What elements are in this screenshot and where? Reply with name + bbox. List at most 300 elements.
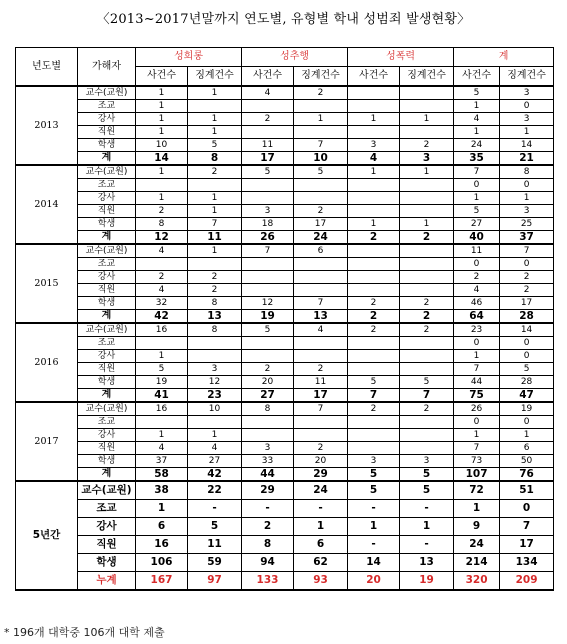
value-cell: 2 — [136, 271, 188, 284]
value-cell: 24 — [294, 481, 348, 500]
value-cell: 0 — [454, 416, 500, 429]
table-row — [16, 113, 554, 126]
value-cell: 11 — [454, 244, 500, 258]
table-row — [16, 402, 554, 416]
value-cell: 5 — [348, 376, 400, 389]
value-cell — [294, 284, 348, 297]
value-cell: 1 — [188, 192, 242, 205]
value-cell — [136, 179, 188, 192]
value-cell — [400, 244, 454, 258]
value-cell: 5 — [454, 86, 500, 100]
perpetrator-cell: 직원 — [78, 536, 136, 554]
value-cell: 5 — [348, 481, 400, 500]
header-sub: 징계건수 — [188, 67, 242, 87]
value-cell: 3 — [400, 455, 454, 468]
table-row — [16, 363, 554, 376]
value-cell: 7 — [348, 389, 400, 403]
value-cell: 41 — [136, 389, 188, 403]
value-cell: 3 — [500, 205, 554, 218]
value-cell: 3 — [348, 455, 400, 468]
value-cell: 2 — [400, 402, 454, 416]
value-cell: 8 — [242, 536, 294, 554]
table-row — [16, 231, 554, 245]
perpetrator-cell: 교수(교원) — [78, 402, 136, 416]
value-cell — [348, 442, 400, 455]
value-cell — [242, 350, 294, 363]
value-cell: 58 — [136, 468, 188, 482]
perpetrator-cell: 조교 — [78, 337, 136, 350]
value-cell: 12 — [188, 376, 242, 389]
table-row — [16, 192, 554, 205]
value-cell: 17 — [500, 297, 554, 310]
perpetrator-cell: 교수(교원) — [78, 165, 136, 179]
value-cell — [348, 126, 400, 139]
value-cell — [136, 337, 188, 350]
table-row — [16, 179, 554, 192]
perpetrator-cell: 계 — [78, 152, 136, 166]
table-row — [16, 86, 554, 100]
value-cell: 2 — [454, 271, 500, 284]
perpetrator-cell: 강사 — [78, 350, 136, 363]
value-cell: 0 — [500, 500, 554, 518]
value-cell: 59 — [188, 554, 242, 572]
value-cell — [348, 205, 400, 218]
perpetrator-cell: 조교 — [78, 258, 136, 271]
value-cell: 72 — [454, 481, 500, 500]
value-cell: 4 — [454, 284, 500, 297]
value-cell: 17 — [294, 389, 348, 403]
value-cell: 2 — [400, 297, 454, 310]
value-cell: 1 — [400, 518, 454, 536]
value-cell: 42 — [136, 310, 188, 324]
perpetrator-cell: 계 — [78, 468, 136, 482]
value-cell: - — [294, 500, 348, 518]
value-cell: 9 — [454, 518, 500, 536]
table-row — [16, 389, 554, 403]
perpetrator-cell: 조교 — [78, 416, 136, 429]
value-cell — [242, 192, 294, 205]
table-row — [16, 100, 554, 113]
value-cell: 134 — [500, 554, 554, 572]
table-row — [16, 455, 554, 468]
perpetrator-cell: 조교 — [78, 500, 136, 518]
value-cell: 2 — [294, 442, 348, 455]
value-cell: 19 — [136, 376, 188, 389]
value-cell: 1 — [136, 429, 188, 442]
value-cell: 5 — [136, 363, 188, 376]
value-cell — [188, 179, 242, 192]
value-cell: 5 — [454, 205, 500, 218]
table-row — [16, 500, 554, 518]
year-cell: 2015 — [16, 244, 78, 323]
value-cell: 16 — [136, 536, 188, 554]
value-cell: 2 — [348, 402, 400, 416]
table-row — [16, 152, 554, 166]
value-cell — [348, 416, 400, 429]
value-cell: 5 — [294, 165, 348, 179]
value-cell — [188, 258, 242, 271]
value-cell: 1 — [188, 429, 242, 442]
value-cell: 1 — [136, 165, 188, 179]
value-cell: 2 — [242, 113, 294, 126]
value-cell: 6 — [500, 442, 554, 455]
value-cell: 0 — [500, 179, 554, 192]
value-cell: 16 — [136, 323, 188, 337]
value-cell — [348, 244, 400, 258]
value-cell: 5 — [400, 481, 454, 500]
year-cell: 2016 — [16, 323, 78, 402]
value-cell — [348, 337, 400, 350]
value-cell: 29 — [242, 481, 294, 500]
value-cell: 0 — [500, 350, 554, 363]
table-row — [16, 350, 554, 363]
value-cell: 2 — [348, 297, 400, 310]
value-cell: 16 — [136, 402, 188, 416]
perpetrator-cell: 학생 — [78, 554, 136, 572]
value-cell: 1 — [400, 165, 454, 179]
crime-statistics-table — [15, 47, 554, 591]
value-cell: 2 — [500, 284, 554, 297]
value-cell: - — [188, 500, 242, 518]
value-cell: 4 — [136, 244, 188, 258]
table-row — [16, 481, 554, 500]
value-cell — [242, 416, 294, 429]
value-cell: 8 — [136, 218, 188, 231]
value-cell: 2 — [294, 86, 348, 100]
value-cell: 2 — [294, 363, 348, 376]
value-cell: 97 — [188, 572, 242, 591]
value-cell: 8 — [188, 152, 242, 166]
value-cell: 1 — [500, 126, 554, 139]
value-cell: 12 — [136, 231, 188, 245]
value-cell: 7 — [400, 389, 454, 403]
value-cell: 1 — [348, 165, 400, 179]
value-cell: 106 — [136, 554, 188, 572]
header-sub: 징계건수 — [500, 67, 554, 87]
value-cell: 209 — [500, 572, 554, 591]
value-cell — [136, 258, 188, 271]
value-cell: 13 — [188, 310, 242, 324]
value-cell — [294, 100, 348, 113]
value-cell: 2 — [242, 518, 294, 536]
value-cell: 35 — [454, 152, 500, 166]
value-cell: 6 — [294, 244, 348, 258]
value-cell — [294, 192, 348, 205]
value-cell: 5 — [242, 165, 294, 179]
value-cell: 1 — [136, 192, 188, 205]
table-row — [16, 572, 554, 591]
perpetrator-cell: 직원 — [78, 284, 136, 297]
value-cell: 20 — [294, 455, 348, 468]
value-cell — [188, 100, 242, 113]
value-cell: 7 — [188, 218, 242, 231]
value-cell: 27 — [454, 218, 500, 231]
value-cell: 7 — [500, 518, 554, 536]
perpetrator-cell: 교수(교원) — [78, 323, 136, 337]
perpetrator-cell: 계 — [78, 310, 136, 324]
header-category-molestation: 성추행 — [242, 48, 348, 67]
value-cell: 1 — [136, 126, 188, 139]
value-cell: 2 — [294, 205, 348, 218]
value-cell — [400, 363, 454, 376]
header-sub: 사건수 — [242, 67, 294, 87]
table-row — [16, 165, 554, 179]
value-cell: 94 — [242, 554, 294, 572]
value-cell: 0 — [454, 258, 500, 271]
value-cell: 1 — [136, 113, 188, 126]
value-cell — [294, 126, 348, 139]
value-cell: 1 — [188, 205, 242, 218]
value-cell: 19 — [242, 310, 294, 324]
value-cell — [400, 416, 454, 429]
table-row — [16, 139, 554, 152]
table-body — [16, 86, 554, 590]
value-cell: 64 — [454, 310, 500, 324]
footnote: * 196개 대학중 106개 대학 제출 — [4, 626, 165, 639]
perpetrator-cell: 직원 — [78, 205, 136, 218]
value-cell: 10 — [136, 139, 188, 152]
value-cell: 2 — [242, 363, 294, 376]
value-cell: 7 — [454, 165, 500, 179]
value-cell: 6 — [294, 536, 348, 554]
perpetrator-cell: 학생 — [78, 376, 136, 389]
table-row — [16, 126, 554, 139]
value-cell: 4 — [242, 86, 294, 100]
value-cell: 26 — [454, 402, 500, 416]
value-cell — [294, 271, 348, 284]
value-cell: 1 — [500, 192, 554, 205]
value-cell: 1 — [454, 192, 500, 205]
value-cell: 1 — [188, 113, 242, 126]
value-cell: 2 — [136, 205, 188, 218]
value-cell — [400, 126, 454, 139]
table-row — [16, 518, 554, 536]
table-row — [16, 271, 554, 284]
value-cell: 2 — [348, 310, 400, 324]
value-cell: 1 — [136, 86, 188, 100]
value-cell — [348, 86, 400, 100]
value-cell: 10 — [188, 402, 242, 416]
table-row — [16, 218, 554, 231]
value-cell — [242, 179, 294, 192]
value-cell: 24 — [454, 139, 500, 152]
perpetrator-cell: 직원 — [78, 126, 136, 139]
value-cell: 5 — [188, 518, 242, 536]
perpetrator-cell: 누계 — [78, 572, 136, 591]
year-cell: 2017 — [16, 402, 78, 481]
value-cell: 44 — [454, 376, 500, 389]
value-cell — [294, 429, 348, 442]
value-cell: - — [400, 536, 454, 554]
value-cell: 51 — [500, 481, 554, 500]
value-cell: 7 — [294, 139, 348, 152]
value-cell — [400, 350, 454, 363]
value-cell: 0 — [454, 337, 500, 350]
value-cell: 7 — [454, 363, 500, 376]
value-cell: 3 — [188, 363, 242, 376]
value-cell: 2 — [400, 310, 454, 324]
value-cell — [400, 429, 454, 442]
value-cell: 19 — [500, 402, 554, 416]
value-cell: 4 — [136, 284, 188, 297]
value-cell: 20 — [242, 376, 294, 389]
value-cell — [294, 179, 348, 192]
value-cell — [348, 350, 400, 363]
value-cell — [400, 337, 454, 350]
value-cell: 2 — [188, 165, 242, 179]
perpetrator-cell: 직원 — [78, 363, 136, 376]
perpetrator-cell: 직원 — [78, 442, 136, 455]
value-cell: 320 — [454, 572, 500, 591]
value-cell: - — [242, 500, 294, 518]
perpetrator-cell: 강사 — [78, 518, 136, 536]
value-cell: 214 — [454, 554, 500, 572]
value-cell: 26 — [242, 231, 294, 245]
value-cell: 17 — [242, 152, 294, 166]
value-cell: 14 — [136, 152, 188, 166]
table-row — [16, 429, 554, 442]
year-cell: 2013 — [16, 86, 78, 165]
value-cell: 13 — [294, 310, 348, 324]
value-cell: 3 — [500, 113, 554, 126]
value-cell: 24 — [294, 231, 348, 245]
value-cell: 10 — [294, 152, 348, 166]
value-cell — [348, 258, 400, 271]
value-cell: 42 — [188, 468, 242, 482]
value-cell: 14 — [500, 323, 554, 337]
value-cell: 21 — [500, 152, 554, 166]
perpetrator-cell: 조교 — [78, 179, 136, 192]
value-cell: 18 — [242, 218, 294, 231]
header-category-total: 계 — [454, 48, 554, 67]
value-cell: 62 — [294, 554, 348, 572]
value-cell: 2 — [400, 323, 454, 337]
value-cell: 8 — [188, 323, 242, 337]
value-cell — [294, 416, 348, 429]
header-sub: 징계건수 — [400, 67, 454, 87]
table-row — [16, 376, 554, 389]
header-sub: 사건수 — [454, 67, 500, 87]
table-row — [16, 284, 554, 297]
value-cell: 1 — [400, 218, 454, 231]
value-cell — [348, 271, 400, 284]
value-cell: 1 — [348, 218, 400, 231]
table-row — [16, 310, 554, 324]
value-cell — [400, 258, 454, 271]
value-cell: 40 — [454, 231, 500, 245]
value-cell: 13 — [400, 554, 454, 572]
value-cell: 17 — [500, 536, 554, 554]
value-cell: 1 — [136, 100, 188, 113]
perpetrator-cell: 강사 — [78, 429, 136, 442]
value-cell: 73 — [454, 455, 500, 468]
value-cell: 23 — [454, 323, 500, 337]
value-cell: 5 — [242, 323, 294, 337]
value-cell — [188, 416, 242, 429]
table-row — [16, 297, 554, 310]
perpetrator-cell: 학생 — [78, 297, 136, 310]
value-cell: 75 — [454, 389, 500, 403]
value-cell: 3 — [500, 86, 554, 100]
value-cell — [242, 271, 294, 284]
value-cell: 27 — [188, 455, 242, 468]
value-cell — [348, 284, 400, 297]
value-cell: 4 — [348, 152, 400, 166]
value-cell: 1 — [188, 244, 242, 258]
value-cell: 1 — [454, 126, 500, 139]
value-cell: 7 — [500, 244, 554, 258]
value-cell: - — [400, 500, 454, 518]
value-cell: 4 — [454, 113, 500, 126]
value-cell — [294, 258, 348, 271]
value-cell — [294, 337, 348, 350]
perpetrator-cell: 교수(교원) — [78, 244, 136, 258]
value-cell: 28 — [500, 310, 554, 324]
value-cell: 1 — [348, 518, 400, 536]
value-cell: 4 — [136, 442, 188, 455]
value-cell: 38 — [136, 481, 188, 500]
value-cell: 0 — [500, 416, 554, 429]
value-cell: 2 — [400, 231, 454, 245]
value-cell — [400, 86, 454, 100]
value-cell: 27 — [242, 389, 294, 403]
value-cell: 0 — [500, 100, 554, 113]
value-cell — [348, 192, 400, 205]
value-cell: 1 — [454, 350, 500, 363]
value-cell: 0 — [454, 179, 500, 192]
value-cell: 14 — [348, 554, 400, 572]
header-year: 년도별 — [16, 48, 78, 87]
value-cell: 1 — [454, 100, 500, 113]
value-cell — [348, 429, 400, 442]
value-cell: 1 — [294, 113, 348, 126]
value-cell: 2 — [348, 231, 400, 245]
table-header — [16, 48, 554, 87]
perpetrator-cell: 계 — [78, 231, 136, 245]
header-category-harassment: 성희롱 — [136, 48, 242, 67]
value-cell — [400, 284, 454, 297]
value-cell: 11 — [188, 231, 242, 245]
perpetrator-cell: 교수(교원) — [78, 481, 136, 500]
value-cell: 11 — [188, 536, 242, 554]
value-cell: 1 — [294, 518, 348, 536]
table-row — [16, 323, 554, 337]
value-cell: 1 — [348, 113, 400, 126]
value-cell: 2 — [500, 271, 554, 284]
value-cell: 29 — [294, 468, 348, 482]
value-cell: 1 — [136, 500, 188, 518]
table-row — [16, 536, 554, 554]
header-category-assault: 성폭력 — [348, 48, 454, 67]
value-cell: - — [348, 500, 400, 518]
value-cell: 5 — [400, 468, 454, 482]
value-cell: 3 — [242, 442, 294, 455]
value-cell — [242, 100, 294, 113]
table-row — [16, 205, 554, 218]
value-cell — [242, 284, 294, 297]
value-cell: 19 — [400, 572, 454, 591]
value-cell: 8 — [188, 297, 242, 310]
perpetrator-cell: 조교 — [78, 100, 136, 113]
value-cell: 5 — [348, 468, 400, 482]
value-cell: 8 — [500, 165, 554, 179]
perpetrator-cell: 학생 — [78, 139, 136, 152]
value-cell: 8 — [242, 402, 294, 416]
perpetrator-cell: 학생 — [78, 455, 136, 468]
value-cell: 20 — [348, 572, 400, 591]
table-row — [16, 258, 554, 271]
value-cell — [242, 429, 294, 442]
